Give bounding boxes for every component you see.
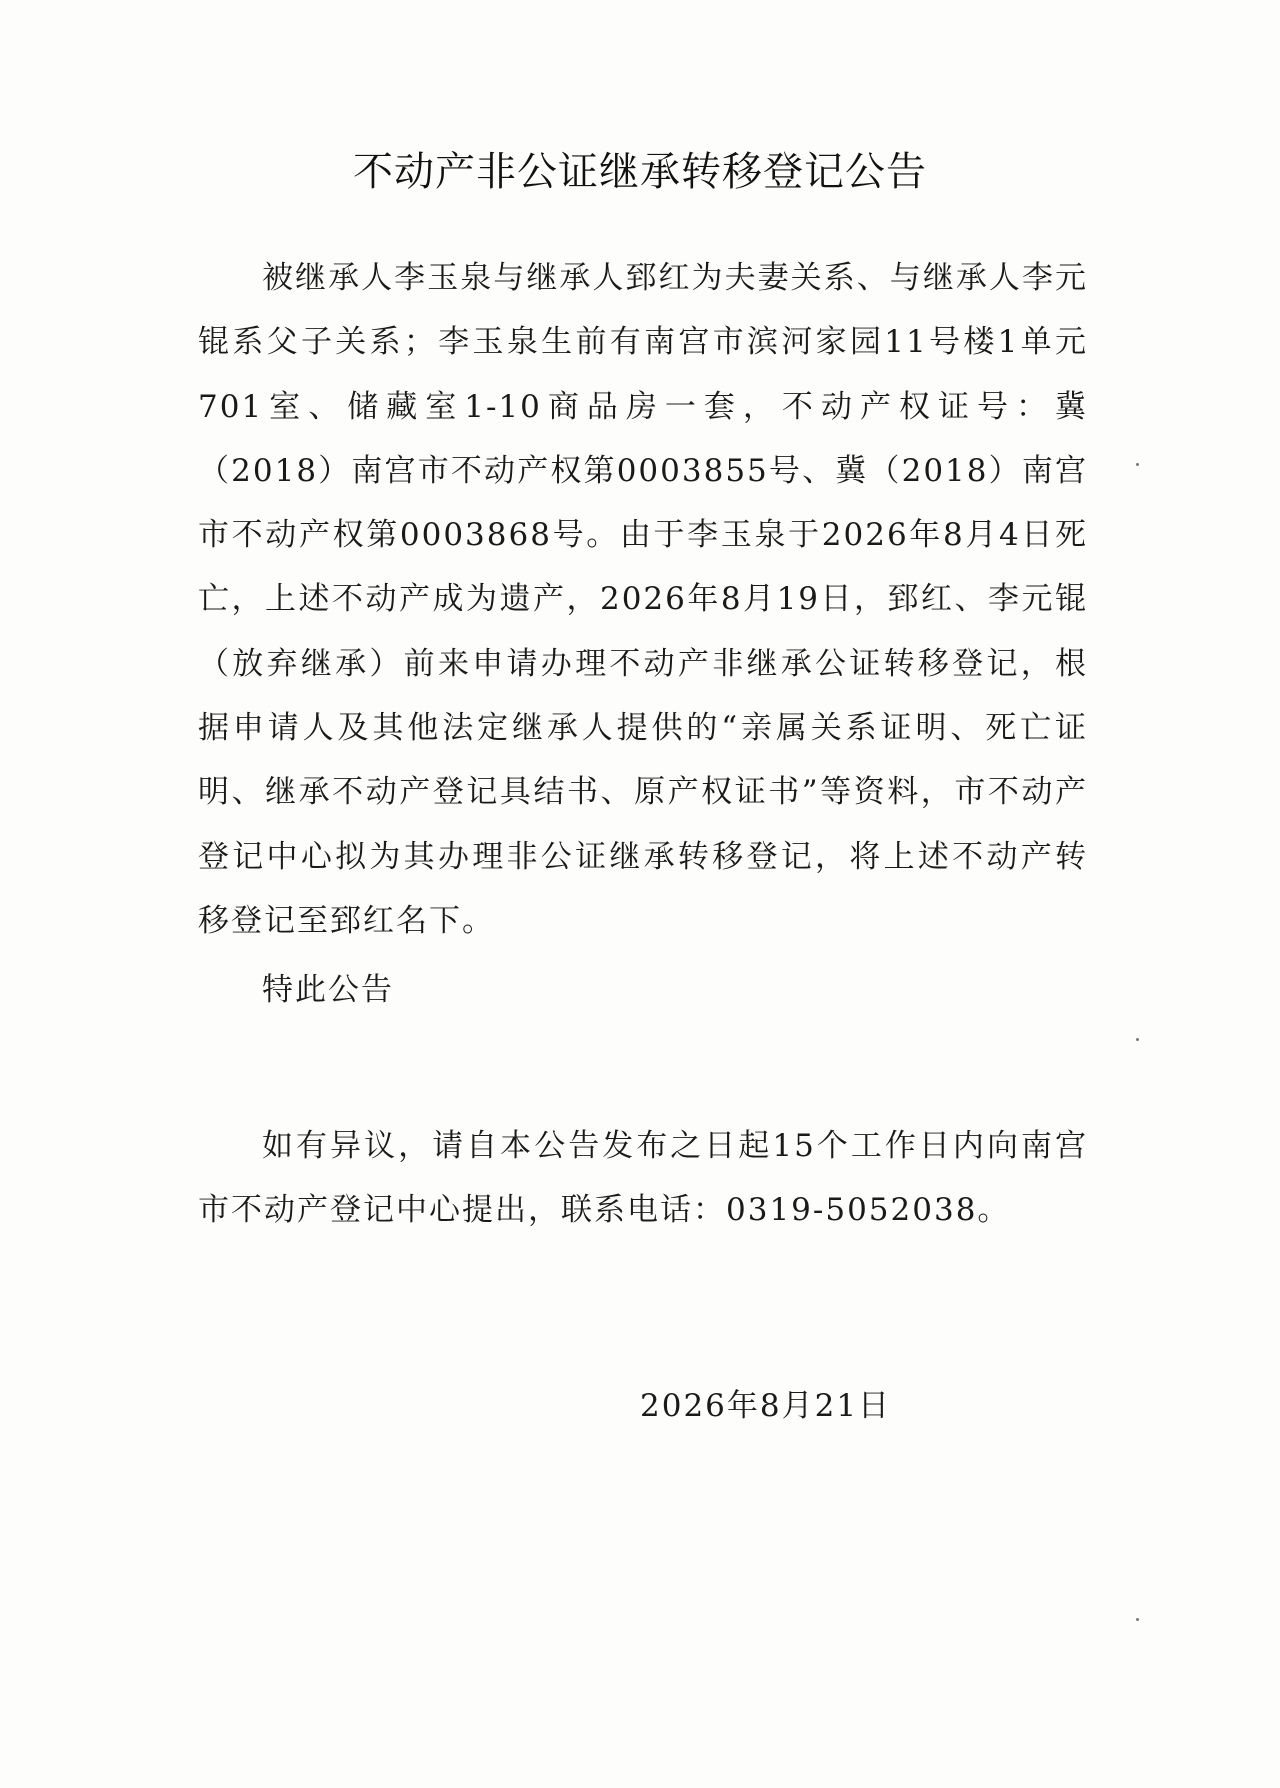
objection-notice xyxy=(198,1114,1088,1242)
closing-statement: 特此公告 xyxy=(262,972,394,1008)
scan-speck xyxy=(1136,1618,1139,1621)
notice-paragraph: 被继承人李玉泉与继承人郅红为夫妻关系、与继承人李元锟系父子关系；李玉泉生前有南宫市滨河家园11号楼1单元701室、储藏室1-10商品房一套，不动产权证号：冀（2018）南宫市不动产权第0003855号、冀（2018）南宫市不动产权第0003868号。由于李玉泉于2026年8月4日死亡，上述不动产成为遗产，2026年8月19日，郅红、李元锟（放弃继承）前来申请办理不动产非继承公证转移登记，根据申请人及其他法定继承人提供的“亲属关系证明、死亡证明、继承不动产登记具结书、原产权证书”等资料，市不动产登记中心拟为其办理非公证继承转移登记，将上述不动产转移登记至郅红名下。 xyxy=(198,260,1088,939)
scan-speck xyxy=(1136,463,1139,466)
objection-paragraph: 如有异议，请自本公告发布之日起15个工作日内向南宫市不动产登记中心提出，联系电话：0319-5052038。 xyxy=(198,1128,1088,1228)
issue-date: 2026年8月21日 xyxy=(640,1388,892,1424)
scan-speck xyxy=(1136,1038,1139,1041)
document-title: 不动产非公证继承转移登记公告 xyxy=(353,149,927,195)
notice-body xyxy=(198,246,1088,953)
